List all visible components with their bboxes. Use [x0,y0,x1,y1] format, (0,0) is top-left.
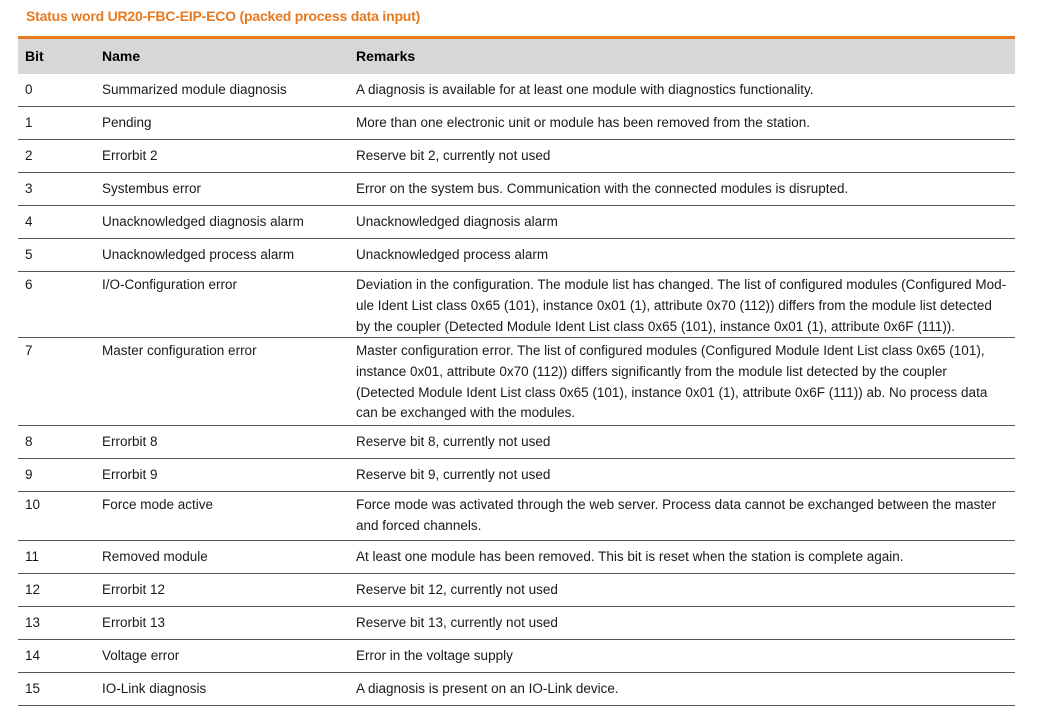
cell-bit: 12 [25,581,41,597]
table-row [18,607,1015,640]
cell-name: Errorbit 9 [102,466,158,482]
cell-remarks: A diagnosis is available for at least one module with diagnostics functionality. [356,81,814,97]
cell-remarks: Unacknowledged process alarm [356,246,549,262]
table-row [18,206,1015,239]
cell-remarks: Force mode was activated through the web server. Process data cannot be exchanged between the master and forced channels. [356,497,997,533]
table-header [18,36,1015,74]
table-row [18,574,1015,607]
header-bit: Bit [25,48,44,64]
cell-name: I/O-Configuration error [102,277,238,292]
cell-bit: 13 [25,614,41,630]
table-row [18,74,1015,107]
cell-bit: 4 [25,213,33,229]
cell-bit: 14 [25,647,41,663]
cell-remarks: Reserve bit 2, currently not used [356,147,551,163]
cell-remarks: Master configuration error. The list of configured modules (Configured Module Ident List class 0x65 (101), instance 0x01, attribute 0x70 (112)) differs significantly from the module list detected by the coupler (Detected Module Ident List class 0x65 (101), instance 0x01 (1), attribute 0x6F (111)) ab. No process data can be exchanged with the modules. [356,343,988,421]
cell-name: Unacknowledged process alarm [102,246,295,262]
cell-bit: 10 [25,497,41,512]
cell-bit: 0 [25,81,33,97]
cell-remarks: Unacknowledged diagnosis alarm [356,213,558,229]
table-row [18,173,1015,206]
table-row [18,140,1015,173]
header-name: Name [102,48,141,64]
header-remarks: Remarks [356,48,416,64]
cell-bit: 2 [25,147,33,163]
cell-name: Voltage error [102,647,180,663]
table-row [18,107,1015,140]
table-row [18,541,1015,574]
table-row [18,459,1015,492]
status-word-table [18,36,1015,706]
cell-bit: 9 [25,466,33,482]
cell-remarks: Reserve bit 9, currently not used [356,466,551,482]
cell-bit: 11 [25,548,40,564]
cell-name: Removed module [102,548,208,564]
table-row [18,338,1015,426]
cell-remarks: Error on the system bus. Communication with the connected modules is disrupted. [356,180,849,196]
table-row [18,426,1015,459]
cell-name: IO-Link diagnosis [102,680,207,696]
cell-name: Errorbit 12 [102,581,166,597]
table-title: Status word UR20-FBC-EIP-ECO (packed process data input) [26,8,421,24]
cell-bit: 5 [25,246,33,262]
cell-name: Systembus error [102,180,202,196]
table-row [18,492,1015,541]
cell-name: Unacknowledged diagnosis alarm [102,213,304,229]
table-row [18,272,1015,338]
cell-remarks: At least one module has been removed. This bit is reset when the station is complete again. [356,548,904,564]
cell-remarks: Reserve bit 13, currently not used [356,614,558,630]
cell-remarks: More than one electronic unit or module has been removed from the station. [356,114,811,130]
cell-name: Pending [102,114,152,130]
table-row [18,640,1015,673]
cell-name: Errorbit 13 [102,614,166,630]
cell-bit: 8 [25,433,33,449]
cell-bit: 1 [25,114,33,130]
cell-remarks: Error in the voltage supply [356,647,513,663]
cell-bit: 6 [25,277,33,292]
cell-bit: 15 [25,680,41,696]
table-row [18,673,1015,706]
cell-bit: 7 [25,343,33,358]
cell-name: Errorbit 2 [102,147,158,163]
cell-bit: 3 [25,180,33,196]
cell-remarks: Reserve bit 8, currently not used [356,433,551,449]
cell-name: Summarized module diagnosis [102,81,287,97]
cell-remarks: A diagnosis is present on an IO-Link device. [356,680,619,696]
cell-name: Master configuration error [102,343,257,358]
cell-name: Errorbit 8 [102,433,158,449]
cell-name: Force mode active [102,497,214,512]
table-row [18,239,1015,272]
cell-remarks: Reserve bit 12, currently not used [356,581,558,597]
cell-remarks: Deviation in the configuration. The module list has changed. The list of configured modules (Configured Mod-ule Ident List class 0x65 (101), instance 0x01 (1), attribute 0x70 (112)) differs from the module list detected by the coupler (Detected Module Ident List class 0x65 (101), instance 0x01 (1), attribute 0x6F (111)). [356,277,1007,334]
